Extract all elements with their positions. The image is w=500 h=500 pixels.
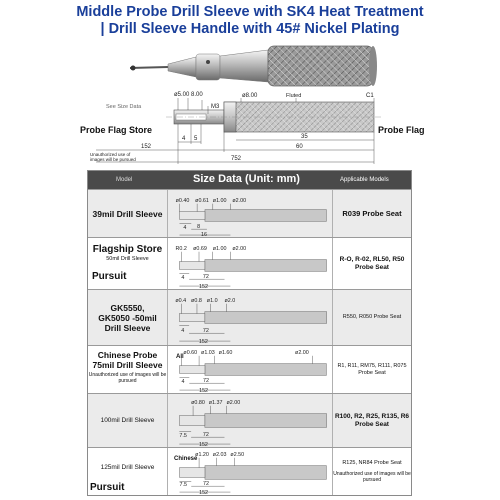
svg-text:8: 8 — [197, 224, 201, 231]
row-app: R1, R11, RM75, R111, R075 Probe Seat — [332, 346, 411, 393]
title-line-2: | Drill Sleeve Handle with 45# Nickel Plating — [100, 21, 400, 37]
row-app: R100, R2, R25, R135, R6 Probe Seat — [332, 394, 411, 447]
svg-text:ø1.0: ø1.0 — [206, 297, 218, 304]
row-model: Chinese Probe 75mil Drill Sleeve Unauthorized use of images will be pursued — [88, 346, 168, 393]
svg-text:ø1.03: ø1.03 — [201, 349, 215, 356]
row-chinese-label: Chinese — [174, 456, 198, 462]
svg-text:ø2.00: ø2.00 — [232, 197, 247, 204]
svg-text:152: 152 — [199, 490, 209, 495]
table-row — [88, 393, 411, 447]
row-pursuit: Pursuit — [92, 271, 127, 282]
svg-text:ø1.60: ø1.60 — [218, 349, 233, 356]
svg-text:7.5: 7.5 — [179, 482, 187, 489]
row-model: 39mil Drill Sleeve — [88, 190, 168, 237]
dim-d800: 8.00 — [191, 92, 203, 98]
row-pursuit: Pursuit — [90, 482, 125, 493]
dim-l4: 4 — [182, 136, 186, 142]
page-title — [0, 4, 500, 38]
table-row — [88, 237, 411, 289]
svg-text:152: 152 — [199, 284, 208, 289]
table-row — [88, 189, 411, 237]
row-drawing — [168, 190, 332, 237]
svg-text:ø2.50: ø2.50 — [230, 451, 245, 458]
table-row — [88, 345, 411, 393]
title-line-1: Middle Probe Drill Sleeve with SK4 Heat Treatment — [76, 4, 424, 20]
svg-text:ø2.03: ø2.03 — [212, 451, 227, 458]
dim-l752: 752 — [231, 156, 242, 162]
dim-fluted: Fluted — [286, 93, 302, 99]
row-drawing — [168, 448, 332, 495]
svg-text:72: 72 — [203, 481, 209, 488]
svg-text:ø0.80: ø0.80 — [191, 399, 205, 406]
svg-text:72: 72 — [202, 432, 209, 439]
dim-l152: 152 — [141, 144, 152, 150]
dim-l60: 60 — [296, 144, 303, 150]
svg-text:ø2.00: ø2.00 — [295, 349, 309, 356]
svg-text:R0.2: R0.2 — [175, 245, 187, 252]
top-unauthorized-note: Unauthorized use of images will be pursued — [90, 152, 136, 162]
svg-text:ø0.61: ø0.61 — [195, 197, 209, 204]
svg-text:4: 4 — [181, 379, 185, 386]
row-app: R125, NR84 Probe Seat Unauthorized use of images will be pursued — [332, 448, 411, 495]
svg-text:4: 4 — [181, 275, 185, 282]
svg-text:4: 4 — [181, 328, 185, 335]
svg-text:7.5: 7.5 — [179, 433, 187, 440]
svg-text:16: 16 — [201, 232, 208, 237]
svg-text:ø0.8: ø0.8 — [191, 297, 202, 304]
row-app: R-O, R-02, RL50, R50 Probe Seat — [332, 238, 411, 289]
svg-text:ø2.0: ø2.0 — [224, 297, 236, 304]
table-row — [88, 447, 411, 495]
svg-text:ø2.00: ø2.00 — [232, 245, 247, 252]
dim-d500: ø5.00 — [174, 92, 190, 98]
svg-text:ø1.00: ø1.00 — [212, 245, 227, 252]
header-model: Model — [116, 177, 133, 183]
row-drawing — [168, 346, 332, 393]
row-drawing — [168, 290, 332, 345]
dim-l35: 35 — [301, 134, 308, 140]
dim-see-size: See Size Data — [106, 104, 142, 110]
row-drawing — [168, 238, 332, 289]
header-app: Applicable Models — [340, 177, 389, 183]
row-model: 100mil Drill Sleeve — [88, 394, 168, 447]
svg-text:ø0.4: ø0.4 — [175, 297, 187, 304]
label-probe-flag-store: Probe Flag Store — [80, 125, 153, 135]
row-model: 125mil Drill Sleeve — [88, 448, 168, 495]
svg-text:ø2.00: ø2.00 — [226, 399, 241, 406]
size-data-table — [87, 170, 412, 496]
dim-m3: M3 — [211, 104, 220, 110]
svg-text:152: 152 — [198, 442, 208, 447]
svg-text:ø0.69: ø0.69 — [193, 245, 207, 252]
label-probe-flag: Probe Flag — [378, 125, 425, 135]
row-drawing — [168, 394, 332, 447]
row-model: GK5550, GK5050 -50mil Drill Sleeve — [88, 290, 168, 345]
svg-text:ø1.37: ø1.37 — [208, 399, 223, 406]
svg-text:72: 72 — [203, 378, 209, 385]
row-app: R550, R050 Probe Seat — [332, 290, 411, 345]
table-header — [88, 171, 411, 189]
svg-text:ø1.20: ø1.20 — [195, 451, 209, 458]
table-row — [88, 289, 411, 345]
row-all-label: All — [176, 354, 184, 360]
svg-text:72: 72 — [202, 328, 209, 335]
row-model: Flagship Store 50mil Drill Sleeve — [88, 238, 168, 289]
header-size: Size Data (Unit: mm) — [193, 173, 300, 185]
svg-text:152: 152 — [199, 388, 209, 393]
svg-text:4: 4 — [183, 225, 187, 232]
svg-text:72: 72 — [202, 274, 209, 281]
dim-l5: 5 — [194, 136, 198, 142]
svg-text:152: 152 — [198, 339, 208, 345]
svg-text:ø1.00: ø1.00 — [212, 197, 227, 204]
svg-text:ø0.60: ø0.60 — [183, 349, 198, 356]
dim-c1: C1 — [366, 93, 374, 99]
svg-text:ø0.40: ø0.40 — [175, 197, 190, 204]
dim-d8: ø8.00 — [242, 93, 258, 99]
row-app: R039 Probe Seat — [332, 190, 411, 237]
